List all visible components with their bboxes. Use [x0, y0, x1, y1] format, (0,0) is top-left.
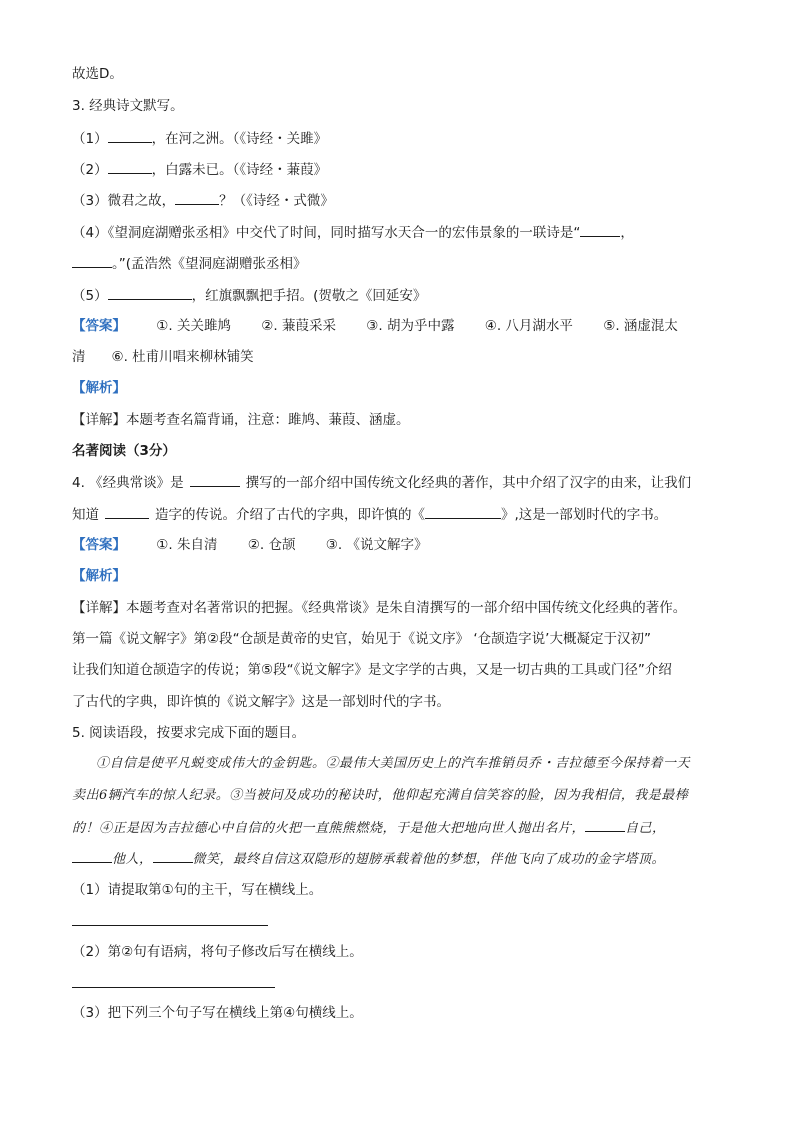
- q4-line-2: 知道 造字的传说。介绍了古代的字典，即许慎的《 》,这是一部划时代的字书。: [72, 504, 667, 525]
- passage-line-4: 他人， 微笑，最终自信这双隐形的翅膀承载着他的梦想，伴他飞向了成功的金字塔顶。: [72, 848, 665, 870]
- q4-answer: 【答案】 ①. 朱自清 ②. 仓颉 ③. 《说文解字》: [72, 537, 428, 553]
- answer-label: 【答案】: [72, 537, 126, 553]
- analysis-label: 【解析】: [72, 568, 126, 584]
- section-heading: 名著阅读（3分）: [72, 443, 176, 459]
- passage-line-1: ①自信是使平凡蜕变成伟大的金钥匙。②最伟大美国历史上的汽车推销员乔・吉拉德至今保持着一天: [96, 756, 691, 771]
- q3-title: 3. 经典诗文默写。: [72, 98, 184, 114]
- answer-line[interactable]: [72, 925, 268, 926]
- q3-item-4: （4）《望洞庭湖赠张丞相》中交代了时间，同时描写水天合一的宏伟景象的一联诗是“ ，: [72, 222, 634, 243]
- q3-item-5: （5） ，红旗飘飘把手招。(贺敬之《回延安》: [72, 285, 426, 306]
- q3-item-2: （2） ，白露未已。（《诗经・蒹葭》: [72, 159, 327, 180]
- answer-blank[interactable]: [108, 159, 152, 174]
- q5-title: 5. 阅读语段，按要求完成下面的题目。: [72, 725, 306, 741]
- answer-blank[interactable]: [105, 504, 149, 519]
- answer-blank[interactable]: [72, 848, 112, 863]
- q3-item-1: （1） ，在河之洲。（《诗经・关雎》: [72, 128, 327, 149]
- answer-blank[interactable]: [585, 817, 625, 832]
- analysis-label: 【解析】: [72, 380, 126, 396]
- q3-answer: 【答案】 ①. 关关雎鸠 ②. 蒹葭采采 ③. 胡为乎中露 ④. 八月湖水平 ⑤. 涵虚混太: [72, 318, 678, 334]
- answer-blank[interactable]: [425, 504, 501, 519]
- q3-detail: 【详解】本题考查名篇背诵，注意：雎鸠、蒹葭、涵虚。: [72, 412, 410, 428]
- q3-item-4-cont: 。”(孟浩然《望洞庭湖赠张丞相》: [72, 253, 307, 274]
- answer-blank[interactable]: [108, 285, 192, 300]
- q4-detail-2: 第一篇《说文解字》第②段“仓颉是黄帝的史官，始见于《说文序》 ‘仓颉造字说’大概凝定于汉初”: [72, 631, 651, 647]
- q5-sub-1: （1）请提取第①句的主干，写在横线上。: [72, 882, 323, 898]
- answer-line[interactable]: [72, 987, 275, 988]
- q3-answer-cont: 清 ⑥. 杜甫川唱来柳林铺笑: [72, 349, 254, 365]
- answer-blank[interactable]: [153, 848, 193, 863]
- answer-blank[interactable]: [108, 128, 152, 143]
- answer-blank[interactable]: [72, 253, 112, 268]
- answer-blank[interactable]: [190, 472, 240, 487]
- q2-conclusion: 故选D。: [72, 66, 123, 82]
- q3-item-3: （3）微君之故， ？（《诗经・式微》: [72, 190, 334, 211]
- q4-detail-4: 了古代的字典，即许慎的《说文解字》这是一部划时代的字书。: [72, 694, 450, 710]
- q5-sub-3: （3）把下列三个句子写在横线上第④句横线上。: [72, 1005, 363, 1021]
- q4-line-1: 4. 《经典常谈》是 撰写的一部介绍中国传统文化经典的著作，其中介绍了汉字的由来，让我们: [72, 472, 691, 493]
- q4-detail-1: 【详解】本题考查对名著常识的把握。《经典常谈》是朱自清撰写的一部介绍中国传统文化经典的著作。: [72, 600, 687, 616]
- answer-blank[interactable]: [580, 222, 620, 237]
- q4-detail-3: 让我们知道仓颉造字的传说；第⑤段“《说文解字》是文字学的古典，又是一切古典的工具或门径”介绍: [72, 662, 672, 678]
- answer-label: 【答案】: [72, 318, 126, 334]
- passage-line-3: 的！④正是因为吉拉德心中自信的火把一直熊熊燃烧，于是他大把地向世人抛出名片， 自己，: [72, 817, 666, 839]
- answer-blank[interactable]: [175, 190, 219, 205]
- q5-sub-2: （2）第②句有语病，将句子修改后写在横线上。: [72, 944, 363, 960]
- passage-line-2: 卖出6辆汽车的惊人纪录。③当被问及成功的秘诀时，他仰起充满自信笑容的脸，因为我相信，我是最棒: [72, 788, 689, 803]
